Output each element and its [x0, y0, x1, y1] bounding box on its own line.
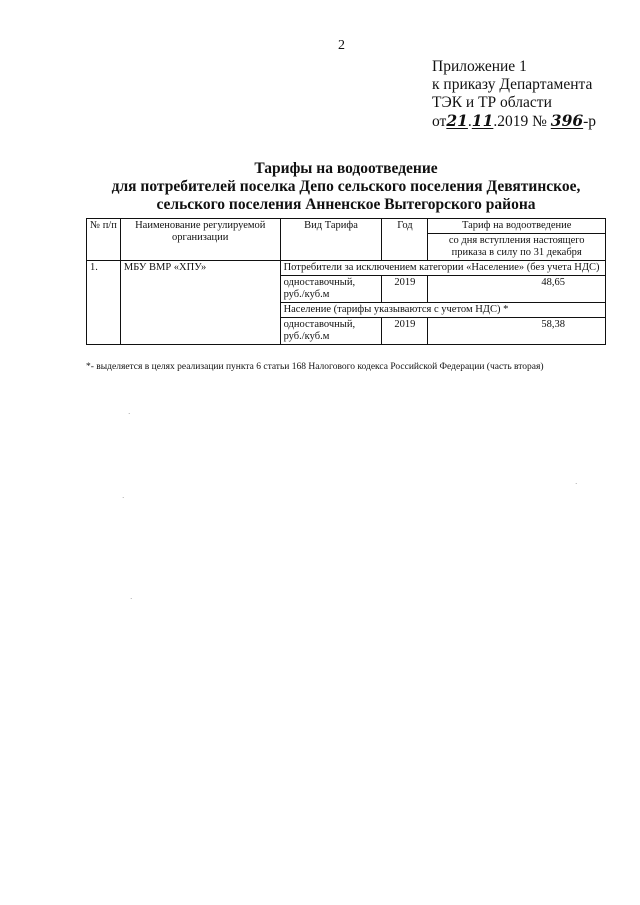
document-subtitle-line2: сельского поселения Анненское Вытегорского района	[156, 196, 536, 213]
document-subtitle-line1: для потребителей поселка Депо сельского поселения Девятинское,	[111, 178, 581, 195]
scan-speck: ·	[575, 480, 578, 488]
cell-type: одноставочный, руб./куб.м	[280, 276, 382, 303]
date-dot: .	[467, 113, 472, 130]
cell-group-residential: Население (тарифы указываются с учетом НДС) *	[280, 303, 605, 318]
cell-year: 2019	[382, 276, 428, 303]
scan-speck: ·	[130, 595, 133, 603]
header-org: Наименование регулируемой организации	[120, 219, 280, 261]
handwritten-day: 21	[446, 111, 468, 130]
appendix-department: ТЭК и ТР области	[432, 94, 552, 111]
handwritten-month: 11	[471, 111, 494, 130]
cell-type: одноставочный, руб./куб.м	[280, 318, 382, 345]
document-title: Тарифы на водоотведение	[254, 160, 438, 177]
cell-num: 1.	[87, 261, 121, 345]
table-row	[87, 261, 606, 276]
order-suffix: -р	[583, 113, 597, 130]
handwritten-order-number: 396	[550, 111, 584, 130]
tariff-table	[86, 218, 606, 345]
appendix-order-ref: к приказу Департамента	[432, 76, 593, 93]
table-header-row	[87, 219, 606, 234]
date-year: .2019 №	[493, 113, 551, 130]
cell-group-nonresidential: Потребители за исключением категории «Население» (без учета НДС)	[280, 261, 605, 276]
cell-org: МБУ ВМР «ХПУ»	[120, 261, 280, 345]
header-year: Год	[382, 219, 428, 261]
header-type: Вид Тарифа	[280, 219, 382, 261]
header-tariff-period: со дня вступления настоящего приказа в силу по 31 декабря	[428, 234, 606, 261]
page-number: 2	[338, 38, 345, 53]
scan-speck: ·	[122, 494, 125, 502]
appendix-date-number	[432, 112, 596, 131]
scan-speck: ·	[128, 410, 131, 418]
date-prefix: от	[432, 113, 447, 130]
cell-year: 2019	[382, 318, 428, 345]
header-tariff: Тариф на водоотведение	[428, 219, 606, 234]
cell-value: 58,38	[428, 318, 606, 345]
appendix-title: Приложение 1	[432, 58, 527, 75]
cell-value: 48,65	[428, 276, 606, 303]
header-num: № п/п	[87, 219, 121, 261]
footnote: *- выделяется в целях реализации пункта 6 статьи 168 Налогового кодекса Российской Федерации (часть вторая)	[86, 362, 544, 372]
